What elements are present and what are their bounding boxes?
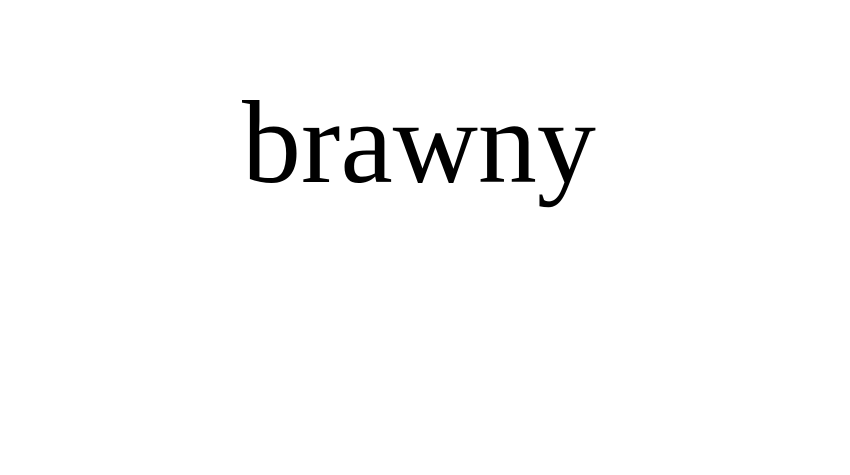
displayed-word: brawny — [242, 77, 596, 208]
